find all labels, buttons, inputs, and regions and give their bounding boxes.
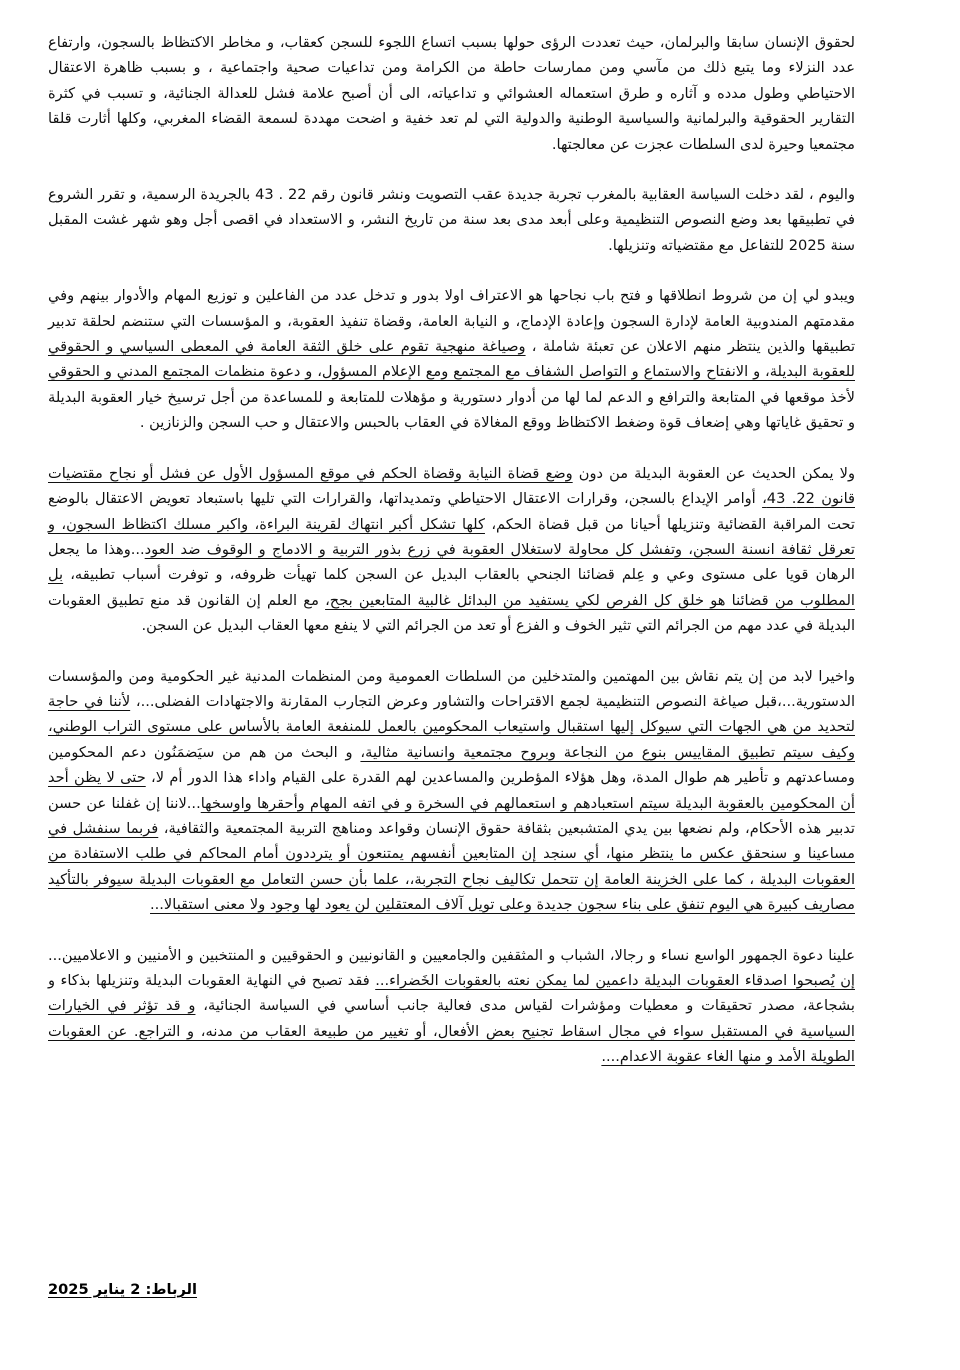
text-segment: فقد تصبح في النهاية العقوبات البديلة وتنزيلها بذكاء و بشجاعة، مصدر تحقيقات و معطيات ومؤشرات لقياس مدى فعالية جانب أساسي في السياسة الجنائية، (48, 972, 855, 1015)
text-segment: ...وهذا ما يجعل الرهان قويا على مستوى وعي و عِلم قضائنا الجنحي بالعقاب البديل عن السجن كلما تهيأت ظروفه، و توفرت أسباب تطبيقه، (48, 540, 855, 584)
text-segment: واليوم ، لقد دخلت السياسة العقابية بالمغرب تجربة جديدة عقب التصويت ونشر قانون رقم 22 . 43 بالجريدة الرسمية، و تقرر الشروع في تطبيقها بعد وضع النصوص التنظيمية وعلى أبعد مدى بعد سنة من تاريخ النشر، و الاستعداد في اقصى أجل وهو شهر غشت المقبل سنة 2025 للتفاعل مع مقتضياته وتنزيلها. (48, 186, 855, 254)
underlined-text-segment: إن يُصبحوا اصدقاء العقوبات البديلة داعمين لما يمكن نعته بالعقوبات الخَضراء... (375, 972, 855, 989)
text-segment: لحقوق الإنسان سابقا والبرلمان، حيث تعددت الرؤى حولها بسبب اتساع اللجوء للسجن كعقاب، و مخاطر الاكتظاظ بالسجون، وارتفاع عدد النزلاء وما يتبع ذلك من مآسي ومن ممارسات حاطة من الكرامة ومن تداعيات صحية واجتماعية ، و بسبب ظاهرة الاعتقال الاحتياطي وطول مدده و آثاره و طرق استعماله العشوائي و تداعياته، الى أن أصبح علامة فشل للعدالة الجنائية، و تسبب في كثرة التقارير الحقوقية والبرلمانية والسياسية الوطنية والدولية التي لم تعد خفية و اضحت مهددة لسمعة القضاء المغربي، وكلها أثارت قلقا مجتمعيا وحيرة لدى السلطات عجزت عن معالجتها. (48, 34, 855, 153)
text-segment: ويبدو لي إن من شروط انطلاقها و فتح باب نجاحها هو الاعتراف اولا بدور و تدخل عدد من الفاعلين و توزيع المهام والأدوار بينهم وفي مقدمتهم المندوبية العامة لإدارة السجون وإعادة الإدماج، و النيابة العامة، وقضاة تنفيذ العقوبة، و المؤسسات التي ستنضم لحلقة تدبير تطبيقها والذين ينتظر منهم الاعلان عن تعبئة شاملة ، (48, 287, 856, 356)
article-body (48, 30, 855, 1095)
paragraph (48, 182, 855, 258)
text-segment: أوامر الإيداع بالسجن، وقرارات الاعتقال الاحتياطي وتمديداتها، والقرارات التي تليها باستبعاد تعويض الاعتقال بالوضع تحت المراقبة القضائية وتنزيلها أحيانا من قبل قضاة الحكم، (48, 490, 855, 533)
place-date-text: الرباط: 2 يناير 2025 (48, 1281, 198, 1298)
paragraph (48, 30, 855, 157)
text-segment: ...لاننا إن غفلنا عن حسن تدبير هذه الأحكام، ولم نضعها بين يدي المتشبعين بثقافة حقوق الإنسان وقواعد ومناهج التربية المجتمعية والثقافية، (48, 794, 855, 837)
underlined-text-segment: فربما سنفشل في مساعينا و سنحقق عكس ما ينتظر منها، أي سنجد إن المتابعين أنفسهم يمتنعون أو يترددون أمام المحاكم في طلب الاستفادة من العقوبات البديلة ، كما على الخزينة العامة إن تتحمل تكاليف نجاح التجربة،، علما بأن حسن التعامل مع العقوبات البديلة سيوفر بالتأكيد مصاريف كبيرة هي اليوم تنفق على بناء سجون جديدة وعلى تويل آلاف المعتقلين لن يعود لها وجود ولا معنى استقبالا... (48, 819, 855, 914)
text-segment: مع العلم إن القانون قد منع تطبيق العقوبات البديلة في عدد مهم من الجرائم التي تثير الخوف و الفزع أو تعد من الجرائم التي لا ينفع معها العقاب البديل عن السجن. (48, 591, 855, 635)
text-segment: ولا يمكن الحديث عن العقوبة البديلة من دون (572, 464, 855, 482)
text-segment: واخيرا لابد من إن يتم نقاش بين المهتمين والمتدخلين من السلطات العمومية ومن المنظمات المدنية غير الحكومية ومن والمؤسسات الدستورية...،قبل صياغة النصوص التنظيمية لجمع الاقتراحات والتشاور وعرض التجارب المقارنة والاجتهادات الفضلى...، (48, 667, 856, 710)
underlined-text-segment: حتى لا يظن أحد أن المحكومين بالعقوبة البديلة سيتم استعبادهم و استعمالهم في السخرة و في اتفه المهام وأحقرها واوسخها (48, 769, 855, 812)
underlined-text-segment: و قد تؤثر في الخيارات السياسية في المستقبل سواء في مجال اسقاط تجنيح بعض الأفعال، أو تغيير من طبيعة العقاب من مدنه، و التراجع. عن العقوبات الطويلة الأمد و منها الغاء عقوبة الاعدام.... (48, 997, 855, 1066)
paragraph (48, 943, 855, 1070)
underlined-text-segment: بل المطلوب من قضائنا هو خلق كل الفرص لكي يستفيد من البدائل غالبية المتابعين بجح، (48, 566, 855, 609)
underlined-text-segment: وضع قضاة النيابة وقضاة الحكم في موقع المسؤول الأول عن فشل أو نجاح مقتضيات قانون 22. 43، (48, 464, 855, 508)
text-segment: و البحث من هم من سيَضمَنُون دعم المحكومين ومساعدتهم و تأطير هم طوال المدة، وهل هؤلاء المؤطرين والمساعدين لهم القدرة على القيام واداء هذا الدور أم لا، (48, 743, 855, 787)
text-segment: علينا دعوة الجمهور الواسع نساء و رجالا، الشباب و المثقفين والجامعيين و القانونيين و الحقوقيين و المنتخبين و الأمنيين و الاعلاميين... (48, 946, 855, 964)
place-date-line (48, 1281, 855, 1298)
underlined-text-segment: لأننا في حاجة لتحديد من هي الجهات التي سيوكل إليها استقبال واستيعاب المحكومين بالعمل للمنفعة العامة بالأساس على مستوى التراب الوطني، وكيف سيتم تطبيق المقاييس بنوع من النجاعة وبروح مجتمعية وانسانية مثالية، (48, 692, 855, 761)
paragraph (48, 664, 855, 918)
underlined-text-segment: وصياغة منهجية تقوم على خلق الثقة العامة في المعطى السياسي و الحقوقي للعقوبة البديلة، و الانفتاح والاستماع و التواصل الشفاف مع المجتمع ومع الإعلام المسؤول، و دعوة منظمات المجتمع المدني و الحقوقي (48, 338, 855, 381)
paragraph (48, 461, 855, 639)
paragraph (48, 283, 855, 435)
underlined-text-segment: كلها تشكل أكبر انتهاك لقرينة البراءة، واكبر مسلك اكتظاظ السجون، و تعرقل ثقافة انسنة السجن، وتفشل كل محاولة لاستغلال العقوبة في زرع بذور التربية و الادماج و الوقوف ضد العود (48, 515, 855, 558)
text-segment: لأخذ موقعها في المتابعة والترافع و الدعم لما لها من أدوار دستورية و مؤهلات للمتابعة و للمساعدة من أجل ترسيخ خيار العقوبة البديلة و تحقيق غاياتها وهي إضعاف قوة وضغط الاكتظاظ ووقع المغالاة في العقاب بالحبس والاعتقال و حب السجن والزنازين . (48, 388, 855, 432)
